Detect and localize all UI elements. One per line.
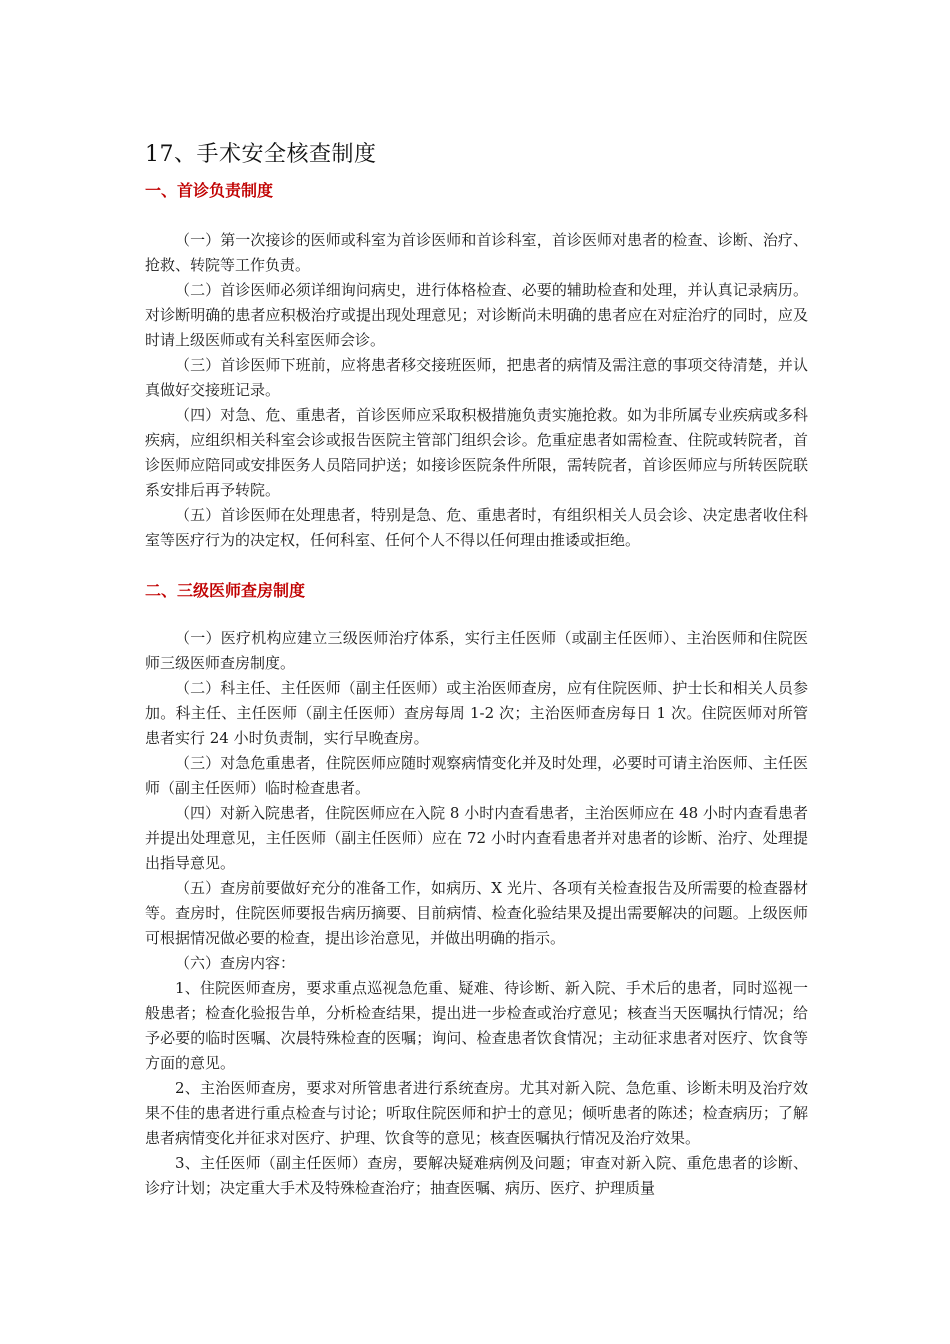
paragraph: （三）对急危重患者，住院医师应随时观察病情变化并及时处理，必要时可请主治医师、主任医师（副主任医师）临时检查患者。 bbox=[145, 754, 808, 797]
paragraph: （五）查房前要做好充分的准备工作，如病历、X 光片、各项有关检查报告及所需要的检查器材等。查房时，住院医师要报告病历摘要、目前病情、检查化验结果及提出需要解决的问题。上级医师可根据情况做必要的检查，提出诊治意见，并做出明确的指示。 bbox=[145, 879, 808, 947]
paragraph: （四）对急、危、重患者，首诊医师应采取积极措施负责实施抢救。如为非所属专业疾病或多科疾病，应组织相关科室会诊或报告医院主管部门组织会诊。危重症患者如需检查、住院或转院者，首诊医师应陪同或安排医务人员陪同护送；如接诊医院条件所限，需转院者，首诊医师应与所转医院联系安排后再予转院。 bbox=[145, 406, 808, 499]
paragraph: 1、住院医师查房，要求重点巡视急危重、疑难、待诊断、新入院、手术后的患者，同时巡视一般患者；检查化验报告单，分析检查结果，提出进一步检查或治疗意见；核查当天医嘱执行情况；给予必要的临时医嘱、次晨特殊检查的医嘱；询问、检查患者饮食情况；主动征求患者对医疗、饮食等方面的意见。 bbox=[145, 979, 808, 1072]
section-body-ward-rounds bbox=[145, 626, 808, 1201]
paragraph: （四）对新入院患者，住院医师应在入院 8 小时内查看患者，主治医师应在 48 小时内查看患者并提出处理意见，主任医师（副主任医师）应在 72 小时内查看患者并对患者的诊断、治疗、处理提出指导意见。 bbox=[145, 804, 808, 872]
section-body-first-visit bbox=[145, 228, 808, 553]
paragraph: 3、主任医师（副主任医师）查房，要解决疑难病例及问题；审查对新入院、重危患者的诊断、诊疗计划；决定重大手术及特殊检查治疗；抽查医嘱、病历、医疗、护理质量 bbox=[145, 1154, 808, 1197]
section-heading-ward-rounds: 二、三级医师查房制度 bbox=[145, 581, 306, 600]
paragraph: （一）医疗机构应建立三级医师治疗体系，实行主任医师（或副主任医师）、主治医师和住院医师三级医师查房制度。 bbox=[145, 629, 808, 672]
document-title: 17、手术安全核查制度 bbox=[145, 142, 377, 167]
section-heading-first-visit: 一、首诊负责制度 bbox=[145, 181, 274, 200]
paragraph: （三）首诊医师下班前，应将患者移交接班医师，把患者的病情及需注意的事项交待清楚，并认真做好交接班记录。 bbox=[145, 356, 808, 399]
paragraph: 2、主治医师查房，要求对所管患者进行系统查房。尤其对新入院、急危重、诊断未明及治疗效果不佳的患者进行重点检查与讨论；听取住院医师和护士的意见；倾听患者的陈述；检查病历；了解患者病情变化并征求对医疗、护理、饮食等的意见；核查医嘱执行情况及治疗效果。 bbox=[145, 1079, 808, 1147]
paragraph: （二）首诊医师必须详细询问病史，进行体格检查、必要的辅助检查和处理，并认真记录病历。对诊断明确的患者应积极治疗或提出现处理意见；对诊断尚未明确的患者应在对症治疗的同时，应及时请上级医师或有关科室医师会诊。 bbox=[145, 281, 808, 349]
paragraph: （六）查房内容： bbox=[175, 954, 296, 972]
paragraph: （一）第一次接诊的医师或科室为首诊医师和首诊科室，首诊医师对患者的检查、诊断、治疗、抢救、转院等工作负责。 bbox=[145, 231, 808, 274]
paragraph: （五）首诊医师在处理患者，特别是急、危、重患者时，有组织相关人员会诊、决定患者收住科室等医疗行为的决定权，任何科室、任何个人不得以任何理由推诿或拒绝。 bbox=[145, 506, 808, 549]
paragraph: （二）科主任、主任医师（副主任医师）或主治医师查房，应有住院医师、护士长和相关人员参加。科主任、主任医师（副主任医师）查房每周 1-2 次；主治医师查房每日 1 次。住院医师对所管患者实行 24 小时负责制，实行早晚查房。 bbox=[145, 679, 808, 747]
